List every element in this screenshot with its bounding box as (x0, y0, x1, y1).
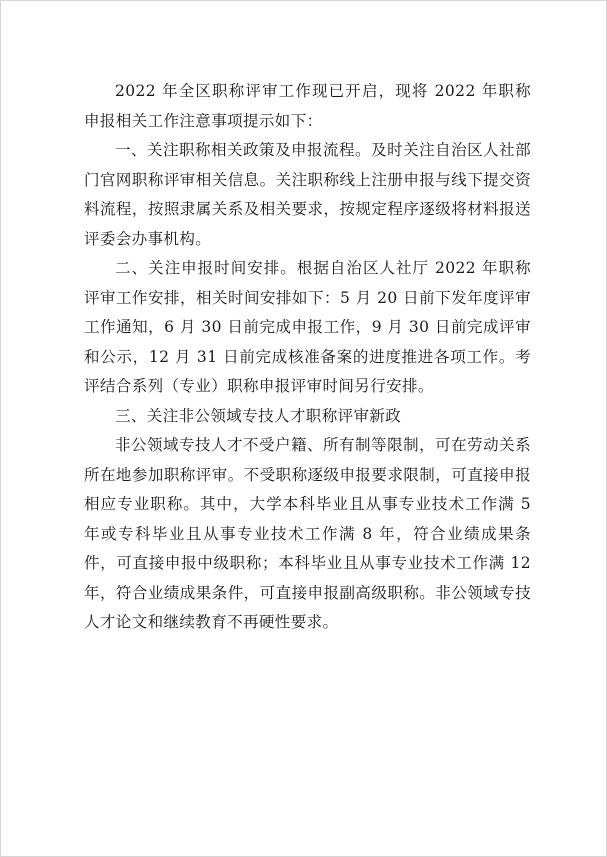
document-body (84, 77, 531, 638)
non-public-sector-heading: 三、关注非公领域专技人才职称评审新政 (115, 406, 402, 425)
non-public-sector-paragraph: 非公领域专技人才不受户籍、所有制等限制，可在劳动关系所在地参加职称评审。不受职称逐级申报要求限制，可直接申报相应专业职称。其中，大学本科毕业且从事专业技术工作满 5 年或专科毕业且从事专业技术工作满 8 年，符合业绩成果条件，可直接申报中级职称；本科毕业且从事专业技术工作满 12 年，符合业绩成果条件，可直接申报副高级职称。非公领域专技人才论文和继续教育不再硬性要求。 (84, 436, 531, 631)
policy-process-paragraph: 一、关注职称相关政策及申报流程。及时关注自治区人社部门官网职称评审相关信息。关注职称线上注册申报与线下提交资料流程，按照隶属关系及相关要求，按规定程序逐级将材料报送评委会办事机构。 (84, 141, 531, 248)
intro-paragraph: 2022 年全区职称评审工作现已开启，现将 2022 年职称申报相关工作注意事项提示如下： (84, 82, 531, 130)
schedule-paragraph: 二、关注申报时间安排。根据自治区人社厅 2022 年职称评审工作安排，相关时间安排如下：5 月 20 日前下发年度评审工作通知，6 月 30 日前完成申报工作，9 月 30 日前完成评审和公示，12 月 31 日前完成核准备案的进度推进各项工作。考评结合系列（专业）职称申报评审时间另行安排。 (84, 259, 531, 395)
